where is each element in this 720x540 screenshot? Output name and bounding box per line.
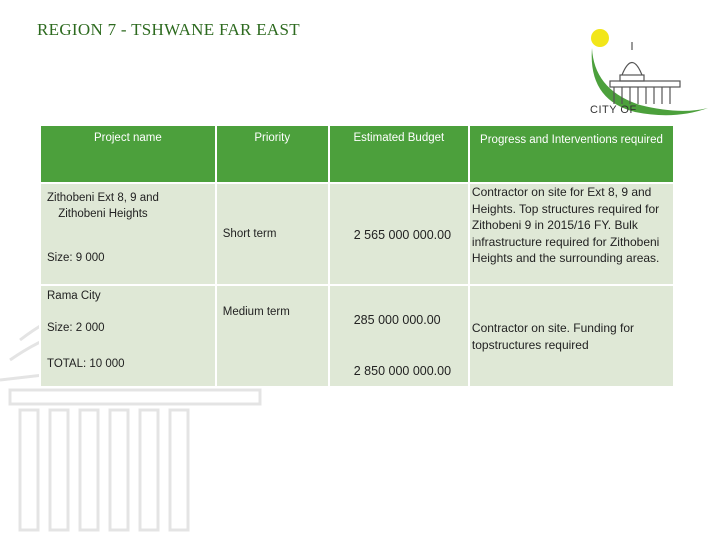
project-name-text: Zithobeni Ext 8, 9 and Zithobeni Heights [47, 192, 159, 220]
table-row [40, 183, 674, 285]
project-size-text: Size: 2 000 [47, 322, 105, 334]
progress-text: Contractor on site for Ext 8, 9 and Heights. Top structures required for Zithobeni 9 in 2015/16 FY. Bulk infrastructure required for Zithobeni Heights and the surrounding areas. [471, 185, 660, 266]
cell-priority [216, 285, 329, 387]
budget-text: 285 000 000.00 [353, 313, 441, 327]
cell-budget [329, 285, 469, 387]
header-progress: Progress and Interventions required [469, 125, 674, 183]
progress-text: Contractor on site. Funding for topstructures required [471, 321, 635, 352]
cell-project-name [40, 285, 216, 387]
logo-text: CITY OF [590, 104, 637, 116]
total-budget-text: 2 850 000 000.00 [353, 364, 452, 378]
budget-text: 2 565 000 000.00 [353, 228, 452, 242]
cell-progress [469, 183, 674, 285]
cell-project-name [40, 183, 216, 285]
header-estimated-budget: Estimated Budget [329, 125, 469, 183]
cell-budget [329, 183, 469, 285]
header-priority: Priority [216, 125, 329, 183]
priority-text: Medium term [222, 306, 290, 318]
table-row [40, 285, 674, 387]
priority-text: Short term [222, 228, 277, 240]
cell-progress [469, 285, 674, 387]
table-header-row [40, 125, 674, 183]
project-size-text: Size: 9 000 [47, 252, 105, 264]
project-name-text: Rama City [47, 290, 101, 302]
projects-table [39, 124, 675, 388]
page-title: REGION 7 - TSHWANE FAR EAST [37, 20, 300, 39]
header-project-name: Project name [40, 125, 216, 183]
total-size-text: TOTAL: 10 000 [47, 358, 125, 370]
cell-priority [216, 183, 329, 285]
